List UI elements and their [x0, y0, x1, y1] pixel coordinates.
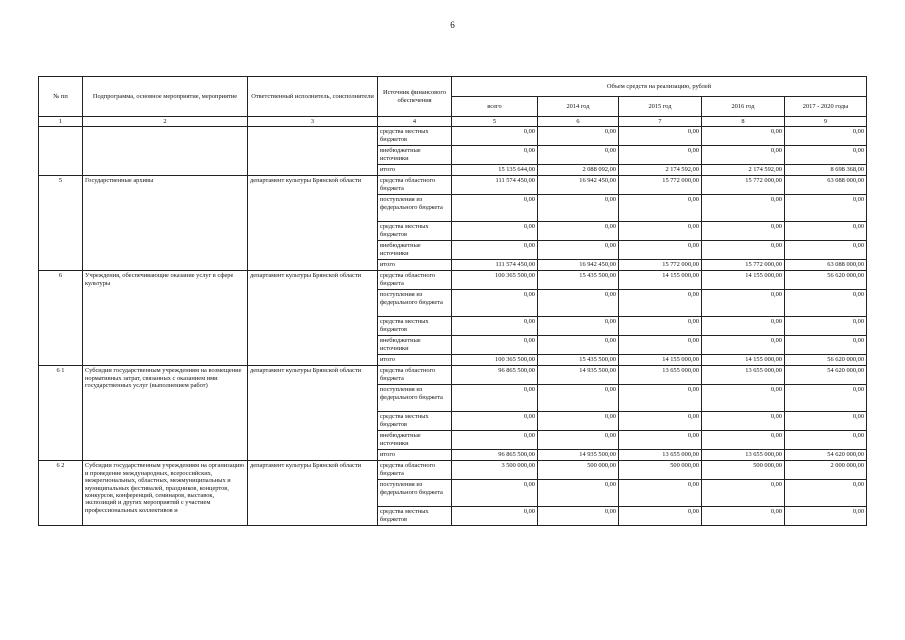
amount-cell: 0,00 [702, 241, 785, 260]
amount-cell: 0,00 [785, 241, 867, 260]
page-number: 6 [450, 20, 455, 30]
amount-cell: 0,00 [785, 412, 867, 431]
amount-cell: 15 772 000,00 [702, 260, 785, 271]
header-2016: 2016 год [702, 97, 785, 117]
amount-cell: 0,00 [452, 431, 538, 450]
amount-cell: 0,00 [538, 480, 619, 507]
row-number: 6 [39, 271, 83, 366]
header-program: Подпрограмма, основное мероприятие, мероприятие [83, 77, 248, 117]
amount-cell: 0,00 [785, 222, 867, 241]
amount-cell: 0,00 [538, 241, 619, 260]
amount-cell: 0,00 [619, 507, 702, 526]
amount-cell: 0,00 [452, 317, 538, 336]
source-label: итого [378, 355, 452, 366]
amount-cell: 0,00 [619, 317, 702, 336]
table-row [39, 271, 867, 290]
source-label: средства областного бюджета [378, 461, 452, 480]
amount-cell: 0,00 [452, 127, 538, 146]
col-number: 8 [702, 117, 785, 127]
col-number: 3 [248, 117, 378, 127]
row-number: 6 2 [39, 461, 83, 526]
amount-cell: 0,00 [538, 336, 619, 355]
amount-cell: 0,00 [702, 127, 785, 146]
amount-cell: 0,00 [619, 431, 702, 450]
amount-cell: 0,00 [452, 146, 538, 165]
table-row [39, 176, 867, 195]
program-name [83, 127, 248, 176]
amount-cell: 2 174 592,00 [619, 165, 702, 176]
amount-cell: 0,00 [785, 507, 867, 526]
amount-cell: 0,00 [619, 412, 702, 431]
table-row [39, 366, 867, 385]
amount-cell: 0,00 [538, 195, 619, 222]
amount-cell: 63 088 000,00 [785, 176, 867, 195]
header-num: № пп [39, 77, 83, 117]
amount-cell: 0,00 [702, 146, 785, 165]
row-number [39, 127, 83, 176]
amount-cell: 0,00 [785, 385, 867, 412]
source-label: средства областного бюджета [378, 366, 452, 385]
amount-cell: 0,00 [452, 480, 538, 507]
amount-cell: 0,00 [702, 290, 785, 317]
table-row [39, 461, 867, 480]
header-total: всего [452, 97, 538, 117]
source-label: итого [378, 450, 452, 461]
amount-cell: 15 772 000,00 [619, 260, 702, 271]
row-number: 5 [39, 176, 83, 271]
financing-table [38, 76, 867, 526]
header-source: Источник финансового обеспечения [378, 77, 452, 117]
amount-cell: 0,00 [452, 385, 538, 412]
amount-cell: 0,00 [702, 195, 785, 222]
amount-cell: 14 935 500,00 [538, 450, 619, 461]
amount-cell: 0,00 [702, 317, 785, 336]
amount-cell: 3 500 000,00 [452, 461, 538, 480]
source-label: поступления из федерального бюджета [378, 385, 452, 412]
source-label: поступления из федерального бюджета [378, 195, 452, 222]
amount-cell: 96 865 500,00 [452, 450, 538, 461]
amount-cell: 2 174 592,00 [702, 165, 785, 176]
amount-cell: 8 698 368,00 [785, 165, 867, 176]
amount-cell: 0,00 [619, 290, 702, 317]
source-label: внебюджетные источники [378, 241, 452, 260]
amount-cell: 0,00 [538, 507, 619, 526]
amount-cell: 0,00 [619, 336, 702, 355]
amount-cell: 0,00 [452, 195, 538, 222]
source-label: средства местных бюджетов [378, 127, 452, 146]
amount-cell: 56 620 000,00 [785, 355, 867, 366]
amount-cell: 2 000 000,00 [785, 461, 867, 480]
amount-cell: 0,00 [538, 412, 619, 431]
amount-cell: 0,00 [785, 127, 867, 146]
source-label: средства местных бюджетов [378, 222, 452, 241]
executor-name: департамент культуры Брянской области [248, 176, 378, 271]
amount-cell: 100 365 500,00 [452, 355, 538, 366]
source-label: внебюджетные источники [378, 431, 452, 450]
amount-cell: 500 000,00 [702, 461, 785, 480]
amount-cell: 0,00 [452, 290, 538, 317]
amount-cell: 2 088 092,00 [538, 165, 619, 176]
col-number: 2 [83, 117, 248, 127]
amount-cell: 0,00 [452, 241, 538, 260]
amount-cell: 0,00 [785, 146, 867, 165]
amount-cell: 500 000,00 [538, 461, 619, 480]
amount-cell: 0,00 [785, 480, 867, 507]
header-2015: 2015 год [619, 97, 702, 117]
col-number: 6 [538, 117, 619, 127]
col-number: 4 [378, 117, 452, 127]
amount-cell: 111 574 450,00 [452, 260, 538, 271]
amount-cell: 0,00 [452, 222, 538, 241]
amount-cell: 13 655 000,00 [619, 366, 702, 385]
amount-cell: 14 155 000,00 [619, 355, 702, 366]
source-label: средства местных бюджетов [378, 317, 452, 336]
amount-cell: 0,00 [619, 480, 702, 507]
amount-cell: 0,00 [619, 195, 702, 222]
program-name: Государственные архивы [83, 176, 248, 271]
col-number: 1 [39, 117, 83, 127]
amount-cell: 0,00 [785, 195, 867, 222]
amount-cell: 0,00 [785, 317, 867, 336]
header-2017-2020: 2017 - 2020 годы [785, 97, 867, 117]
amount-cell: 0,00 [785, 336, 867, 355]
amount-cell: 0,00 [452, 412, 538, 431]
col-number: 9 [785, 117, 867, 127]
amount-cell: 0,00 [538, 127, 619, 146]
amount-cell: 100 365 500,00 [452, 271, 538, 290]
source-label: внебюджетные источники [378, 336, 452, 355]
amount-cell: 14 155 000,00 [702, 355, 785, 366]
amount-cell: 0,00 [619, 146, 702, 165]
col-number: 5 [452, 117, 538, 127]
amount-cell: 13 655 000,00 [619, 450, 702, 461]
source-label: средства областного бюджета [378, 271, 452, 290]
executor-name: департамент культуры Брянской области [248, 271, 378, 366]
executor-name: департамент культуры Брянской области [248, 366, 378, 461]
source-label: поступления из федерального бюджета [378, 480, 452, 507]
source-label: средства местных бюджетов [378, 507, 452, 526]
amount-cell: 15 772 000,00 [702, 176, 785, 195]
amount-cell: 13 655 000,00 [702, 450, 785, 461]
amount-cell: 0,00 [538, 290, 619, 317]
amount-cell: 14 155 000,00 [702, 271, 785, 290]
program-name: Субсидии государственным учреждениям на возмещение нормативных затрат, связанных с оказанием ими государственных услуг (выполнением работ) [83, 366, 248, 461]
amount-cell: 0,00 [702, 431, 785, 450]
amount-cell: 0,00 [619, 385, 702, 412]
amount-cell: 0,00 [785, 431, 867, 450]
amount-cell: 16 942 450,00 [538, 260, 619, 271]
source-label: средства местных бюджетов [378, 412, 452, 431]
amount-cell: 15 772 000,00 [619, 176, 702, 195]
amount-cell: 15 435 500,00 [538, 271, 619, 290]
amount-cell: 0,00 [702, 412, 785, 431]
amount-cell: 96 865 500,00 [452, 366, 538, 385]
table-row [39, 127, 867, 146]
header-executor: Ответственный исполнитель, соисполнители [248, 77, 378, 117]
amount-cell: 111 574 450,00 [452, 176, 538, 195]
amount-cell: 14 155 000,00 [619, 271, 702, 290]
amount-cell: 56 620 000,00 [785, 271, 867, 290]
amount-cell: 54 620 000,00 [785, 450, 867, 461]
amount-cell: 63 088 000,00 [785, 260, 867, 271]
executor-name: департамент культуры Брянской области [248, 461, 378, 526]
amount-cell: 0,00 [619, 222, 702, 241]
amount-cell: 0,00 [538, 222, 619, 241]
amount-cell: 16 942 450,00 [538, 176, 619, 195]
amount-cell: 14 935 500,00 [538, 366, 619, 385]
amount-cell: 0,00 [538, 317, 619, 336]
source-label: внебюджетные источники [378, 146, 452, 165]
amount-cell: 13 655 000,00 [702, 366, 785, 385]
executor-name [248, 127, 378, 176]
col-number: 7 [619, 117, 702, 127]
amount-cell: 0,00 [702, 480, 785, 507]
amount-cell: 15 435 500,00 [538, 355, 619, 366]
program-name: Учреждения, обеспечивающие оказание услуг в сфере культуры [83, 271, 248, 366]
amount-cell: 0,00 [702, 385, 785, 412]
amount-cell: 0,00 [452, 507, 538, 526]
amount-cell: 0,00 [785, 290, 867, 317]
amount-cell: 15 135 644,00 [452, 165, 538, 176]
amount-cell: 500 000,00 [619, 461, 702, 480]
amount-cell: 0,00 [702, 336, 785, 355]
header-row [39, 77, 867, 97]
amount-cell: 0,00 [538, 146, 619, 165]
amount-cell: 0,00 [702, 222, 785, 241]
source-label: итого [378, 165, 452, 176]
source-label: средства областного бюджета [378, 176, 452, 195]
program-name: Субсидии государственным учреждениям на организацию и проведение международных, всероссийских, межрегиональных, областных, межмуниципальных и муниципальных фестивалей, праздников, концертов, конкурсов, конференций, семинаров, выставок, экспозиций и других мероприятий с участием профессиональных коллективов и [83, 461, 248, 526]
header-2014: 2014 год [538, 97, 619, 117]
source-label: поступления из федерального бюджета [378, 290, 452, 317]
amount-cell: 54 620 000,00 [785, 366, 867, 385]
amount-cell: 0,00 [619, 127, 702, 146]
amount-cell: 0,00 [538, 385, 619, 412]
amount-cell: 0,00 [452, 336, 538, 355]
row-number: 6 1 [39, 366, 83, 461]
source-label: итого [378, 260, 452, 271]
header-volume: Объем средств на реализацию, рублей [452, 77, 867, 97]
amount-cell: 0,00 [538, 431, 619, 450]
column-numbers-row [39, 117, 867, 127]
amount-cell: 0,00 [619, 241, 702, 260]
amount-cell: 0,00 [702, 507, 785, 526]
